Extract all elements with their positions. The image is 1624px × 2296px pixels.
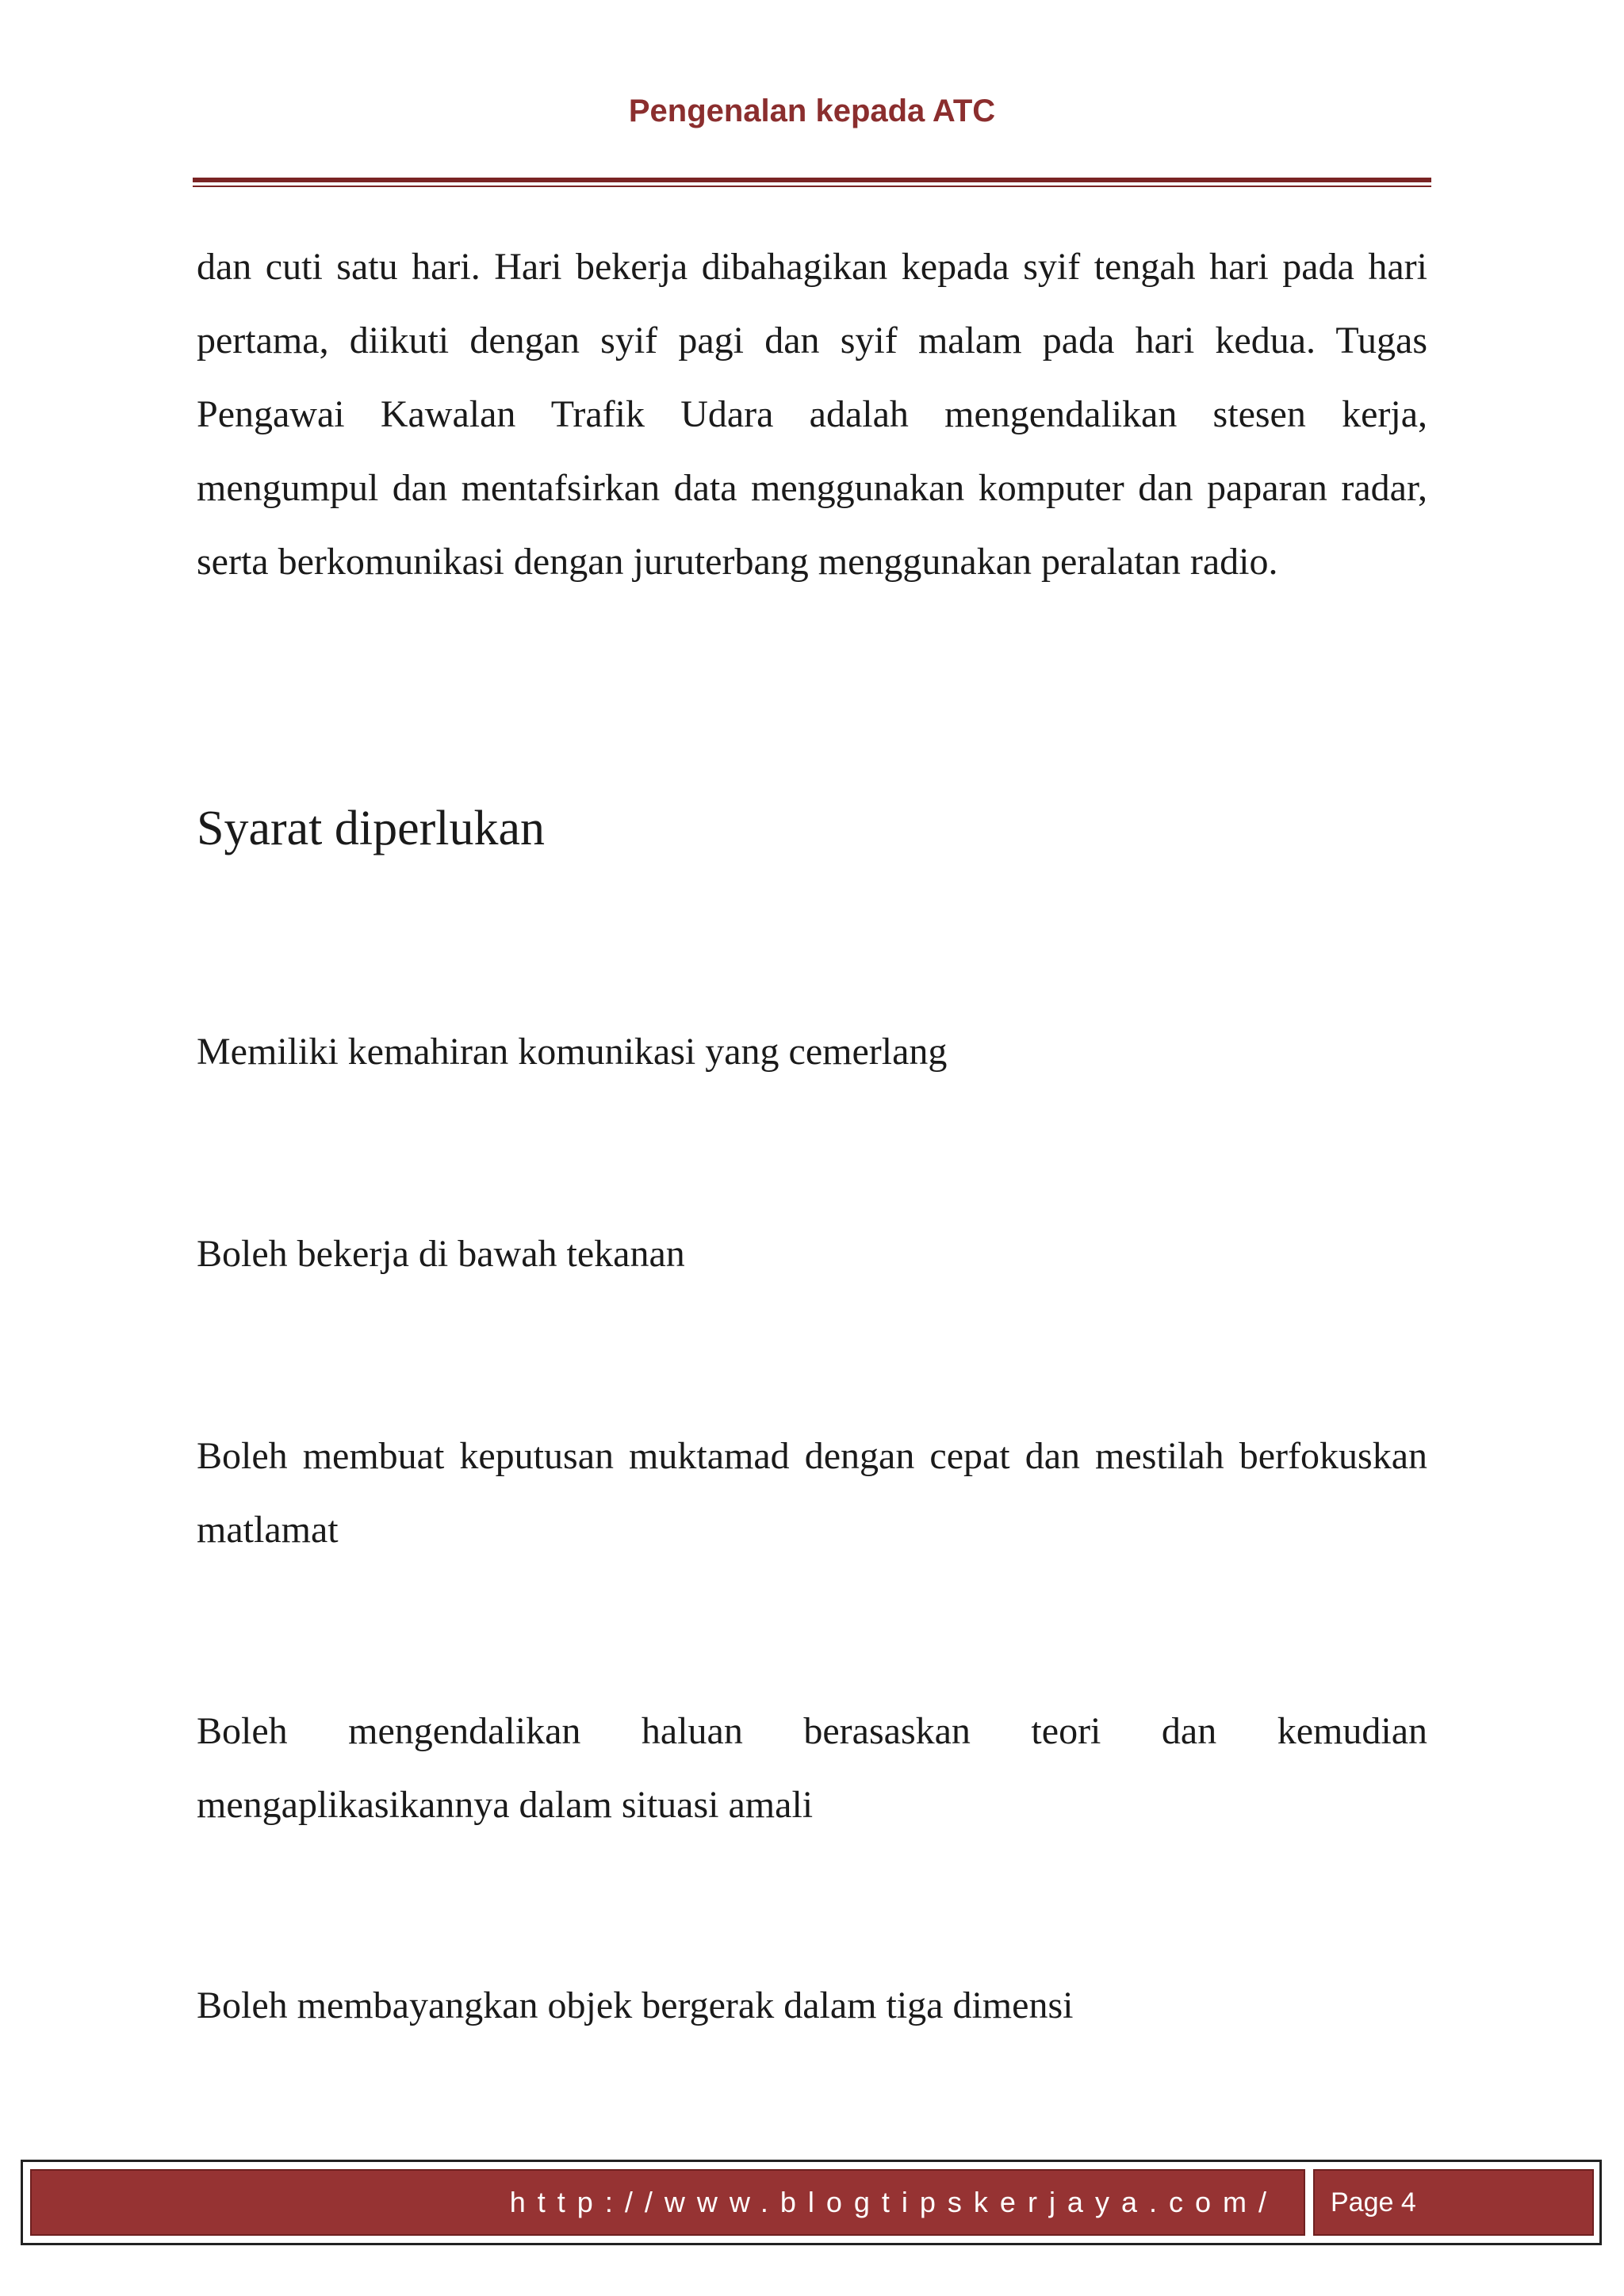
requirement-item: Memiliki kemahiran komunikasi yang cemerlang xyxy=(197,1031,948,1073)
section-heading: Syarat diperlukan xyxy=(197,802,546,855)
intro-paragraph: dan cuti satu hari. Hari bekerja dibahagikan kepada syif tengah hari pada hari pertama, diikuti dengan syif pagi dan syif malam pada hari kedua. Tugas Pengawai Kawalan Trafik Udara adalah mengendalikan stesen kerja, mengumpul dan mentafsirkan data menggunakan komputer dan paparan radar, serta berkomunikasi dengan juruterbang menggunakan peralatan radio. xyxy=(197,246,1427,583)
requirement-item: Boleh mengendalikan haluan berasaskan teori dan kemudian mengaplikasikannya dalam situasi amali xyxy=(197,1710,1427,1826)
header-divider xyxy=(193,178,1431,182)
page-number: Page 4 xyxy=(1331,2187,1416,2218)
page-header-title: Pengenalan kepada ATC xyxy=(628,94,996,128)
document-body xyxy=(197,230,1427,2026)
requirement-item: Boleh membuat keputusan muktamad dengan cepat dan mestilah berfokuskan matlamat xyxy=(197,1435,1427,1551)
footer-page-box xyxy=(1313,2169,1594,2236)
footer-url-bar xyxy=(30,2169,1305,2236)
requirement-item: Boleh bekerja di bawah tekanan xyxy=(197,1233,685,1275)
header-divider-thin xyxy=(193,186,1431,187)
requirement-item: Boleh membayangkan objek bergerak dalam tiga dimensi xyxy=(197,1984,1074,2026)
footer-url-link[interactable]: http://www.blogtipskerjaya.com/ xyxy=(509,2186,1278,2218)
